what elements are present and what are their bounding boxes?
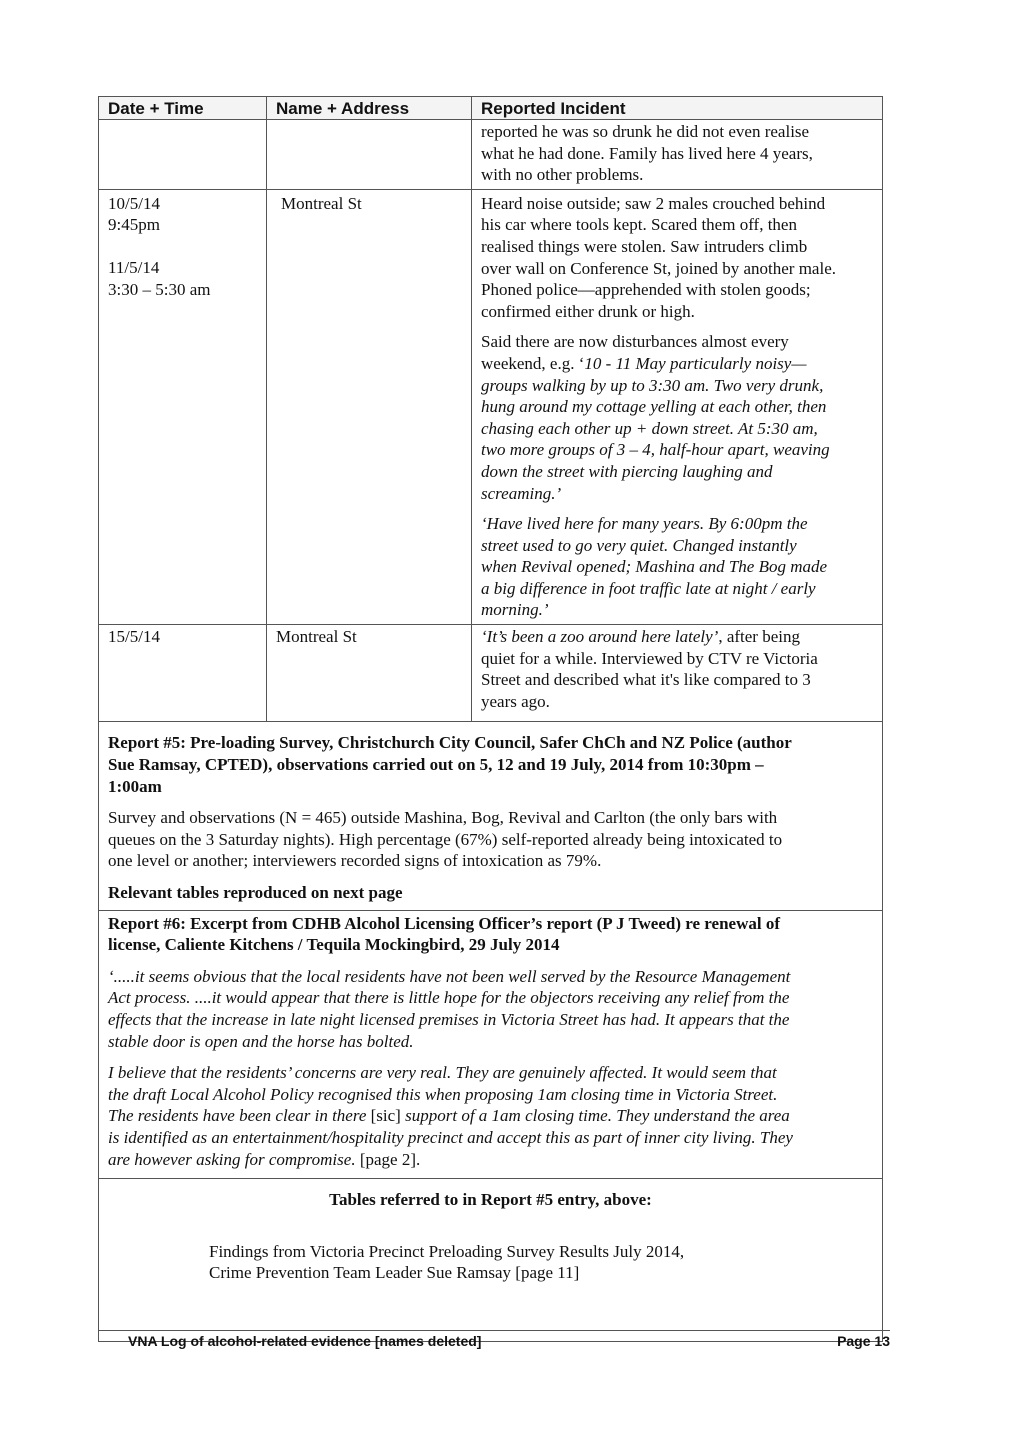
time-text: 9:45pm <box>108 215 160 235</box>
incident-log-table <box>98 96 883 1342</box>
report-5-row <box>99 722 883 910</box>
incident-cell <box>472 120 883 190</box>
table-header-row <box>99 97 883 120</box>
report-6-title: Report #6: Excerpt from CDHB Alcohol Licensing Officer’s report (P J Tweed) re renewal of license, Caliente Kitchens / Tequila Mockingbird, 29 July 2014 <box>108 913 780 955</box>
report-5-body: Survey and observations (N = 465) outside Mashina, Bog, Revival and Carlton (the only bars with queues on the 3 Saturday nights). High percentage (67%) self-reported already being intoxicated to one level or another; interviewers recorded signs of intoxication as 79%. <box>108 808 783 871</box>
time-text: 3:30 – 5:30 am <box>108 279 211 299</box>
incident-quote: ‘Have lived here for many years. By 6:00pm the street used to go very quiet. Changed instantly when Revival opened; Mashina and The Bog made a big difference in foot traffic late at night / early morning.’ <box>481 514 828 620</box>
page-footer <box>98 1330 890 1349</box>
report-5-cell <box>99 722 883 910</box>
date-cell <box>99 189 267 624</box>
table-row <box>99 625 883 722</box>
address-text: Montreal St <box>281 193 362 213</box>
incident-cell: ‘It’s been a zoo around here lately’, after being quiet for a while. Interviewed by CTV re Victoria Street and described what it's like compared to 3 years ago. <box>472 625 883 722</box>
date-cell <box>99 625 267 722</box>
table-row <box>99 189 883 624</box>
report-6-quote: I believe that the residents’ concerns are very real. They are genuinely affected. It would seem that the draft Local Alcohol Policy recognised this when proposing 1am closing time in Victoria Street. The residents have been clear in there [sic] support of a 1am closing time. They understand the area is identified as an entertainment/hospitality precinct and accept this as part of inner city living. They are however asking for compromise. [page 2]. <box>108 1063 793 1169</box>
tables-row <box>99 1179 883 1342</box>
tables-finding: Findings from Victoria Precinct Preloading Survey Results July 2014, Crime Prevention Team Leader Sue Ramsay [page 11] <box>209 1241 685 1283</box>
report-6-cell <box>99 910 883 1179</box>
footer-title: VNA Log of alcohol-related evidence [names deleted] <box>128 1333 482 1349</box>
tables-cell <box>99 1179 883 1342</box>
report-5-title: Report #5: Pre-loading Survey, Christchurch City Council, Safer ChCh and NZ Police (author Sue Ramsay, CPTED), observations carried out on 5, 12 and 19 July, 2014 from 10:30pm – 1:00am <box>108 733 792 796</box>
incident-cell <box>472 189 883 624</box>
report-6-row <box>99 910 883 1179</box>
incident-line: with no other problems. <box>481 165 644 185</box>
header-name-address: Name + Address <box>267 97 472 120</box>
date-text: 11/5/14 <box>108 257 160 277</box>
page-number: Page 13 <box>837 1333 890 1349</box>
tables-title: Tables referred to in Report #5 entry, above: <box>329 1190 652 1210</box>
date-text: 15/5/14 <box>108 627 160 647</box>
report-6-quote: ‘.....it seems obvious that the local residents have not been well served by the Resource Management Act process. ....it would appear that there is little hope for the objectors receiving any relief from the effects that the increase in late night licensed premises in Victoria Street has had. It appears that the stable door is open and the horse has bolted. <box>108 966 791 1051</box>
incident-paragraph: Said there are now disturbances almost every weekend, e.g. ‘10 - 11 May particularly noisy— groups walking by up to 3:30 am. Two very drunk, hung around my cottage yelling at each other, then chasing each other up + down street. At 5:30 am, two more groups of 3 – 4, half-hour apart, weaving down the street with piercing laughing and screaming.’ <box>481 332 830 503</box>
header-date-time: Date + Time <box>99 97 267 120</box>
date-cell <box>99 120 267 190</box>
incident-line: reported he was so drunk he did not even realise <box>481 122 810 141</box>
address-cell <box>267 120 472 190</box>
incident-line: what he had done. Family has lived here 4 years, <box>481 143 813 163</box>
report-5-note: Relevant tables reproduced on next page <box>108 883 403 902</box>
date-text: 10/5/14 <box>108 193 160 213</box>
address-text: Montreal St <box>276 627 357 647</box>
address-cell <box>267 625 472 722</box>
table-row <box>99 120 883 190</box>
incident-paragraph: Heard noise outside; saw 2 males crouched behind his car where tools kept. Scared them off, then realised things were stolen. Saw intruders climb over wall on Conference St, joined by another male. Phoned police—apprehended with stolen goods; confirmed either drunk or high. <box>481 193 836 321</box>
header-reported-incident: Reported Incident <box>472 97 883 120</box>
address-cell <box>267 189 472 624</box>
